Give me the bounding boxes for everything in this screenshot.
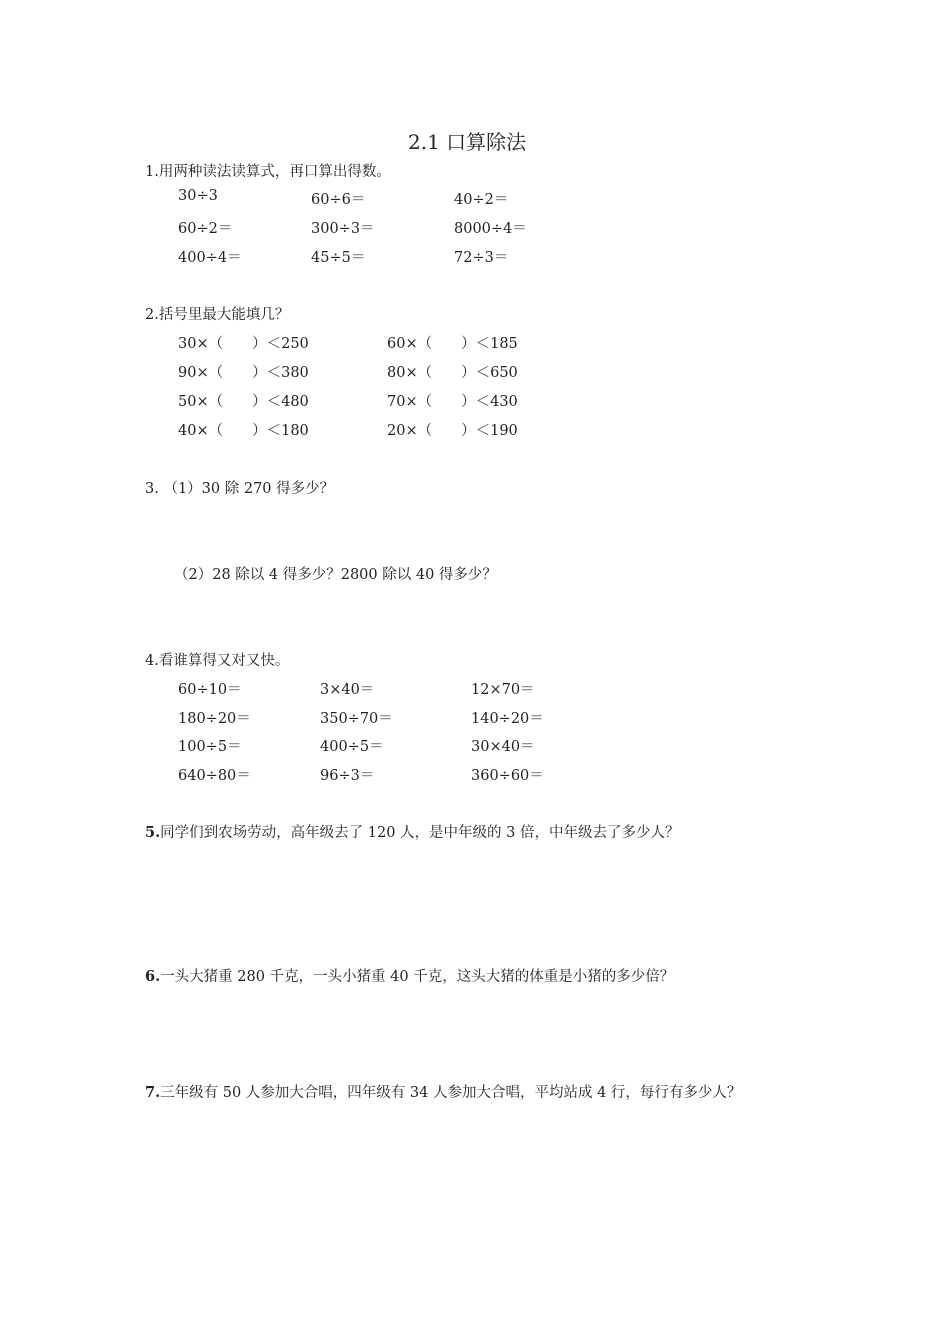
q1-item: 60÷2＝ <box>178 221 233 237</box>
question-5-number: 5. <box>145 824 161 841</box>
q4-item: 3×40＝ <box>320 682 375 698</box>
question-3-part-2: （2）28 除以 4 得多少？2800 除以 40 得多少？ <box>174 567 497 583</box>
q4-item: 180÷20＝ <box>178 711 251 727</box>
question-6-text: 一头大猪重 280 千克，一头小猪重 40 千克，这头大猪的体重是小猪的多少倍？ <box>160 969 675 985</box>
question-4-label: 4.看谁算得又对又快。 <box>145 653 290 669</box>
q2-item: 50×（ ）＜480 <box>178 394 309 410</box>
q1-item: 8000÷4＝ <box>454 221 527 237</box>
q1-item: 40÷2＝ <box>454 192 509 208</box>
q2-item: 70×（ ）＜430 <box>387 394 518 410</box>
table-row <box>0 419 950 441</box>
table-row <box>0 217 950 239</box>
q4-item: 140÷20＝ <box>471 711 544 727</box>
q2-item: 40×（ ）＜180 <box>178 423 309 439</box>
table-row <box>0 678 950 700</box>
q2-item: 60×（ ）＜185 <box>387 336 518 352</box>
question-3-label: 3. （1）30 除 270 得多少？ <box>145 481 335 497</box>
page-title: 2.1 口算除法 <box>408 130 527 154</box>
q2-item: 20×（ ）＜190 <box>387 423 518 439</box>
q1-item: 400÷4＝ <box>178 250 242 266</box>
question-6 <box>145 965 674 986</box>
question-2-label: 2.括号里最大能填几？ <box>145 307 290 323</box>
question-6-number: 6. <box>145 968 161 985</box>
q4-item: 96÷3＝ <box>320 768 375 784</box>
q4-item: 350÷70＝ <box>320 711 393 727</box>
table-row <box>0 707 950 729</box>
q4-item: 12×70＝ <box>471 682 535 698</box>
question-1-label: 1.用两种读法读算式，再口算出得数。 <box>145 164 391 180</box>
table-row <box>0 246 950 268</box>
q4-item: 400÷5＝ <box>320 739 384 755</box>
table-row <box>0 735 950 757</box>
q1-item: 300÷3＝ <box>311 221 375 237</box>
question-7-text: 三年级有 50 人参加大合唱，四年级有 34 人参加大合唱，平均站成 4 行，每行有多少人？ <box>160 1085 742 1101</box>
q4-item: 100÷5＝ <box>178 739 242 755</box>
q1-item: 45÷5＝ <box>311 250 366 266</box>
q4-item: 360÷60＝ <box>471 768 544 784</box>
table-row <box>0 361 950 383</box>
q1-item: 60÷6＝ <box>311 192 366 208</box>
table-row <box>0 332 950 354</box>
table-row <box>0 390 950 412</box>
q4-item: 640÷80＝ <box>178 768 251 784</box>
question-5 <box>145 821 679 842</box>
question-7-number: 7. <box>145 1084 161 1101</box>
question-5-text: 同学们到农场劳动，高年级去了 120 人，是中年级的 3 倍，中年级去了多少人？ <box>160 825 680 841</box>
q4-item: 60÷10＝ <box>178 682 242 698</box>
q2-item: 30×（ ）＜250 <box>178 336 309 352</box>
q2-item: 90×（ ）＜380 <box>178 365 309 381</box>
q2-item: 80×（ ）＜650 <box>387 365 518 381</box>
q1-item: 30÷3 <box>178 188 218 204</box>
table-row <box>0 764 950 786</box>
q1-item: 72÷3＝ <box>454 250 509 266</box>
q4-item: 30×40＝ <box>471 739 535 755</box>
question-7 <box>145 1081 741 1102</box>
table-row <box>0 188 950 210</box>
